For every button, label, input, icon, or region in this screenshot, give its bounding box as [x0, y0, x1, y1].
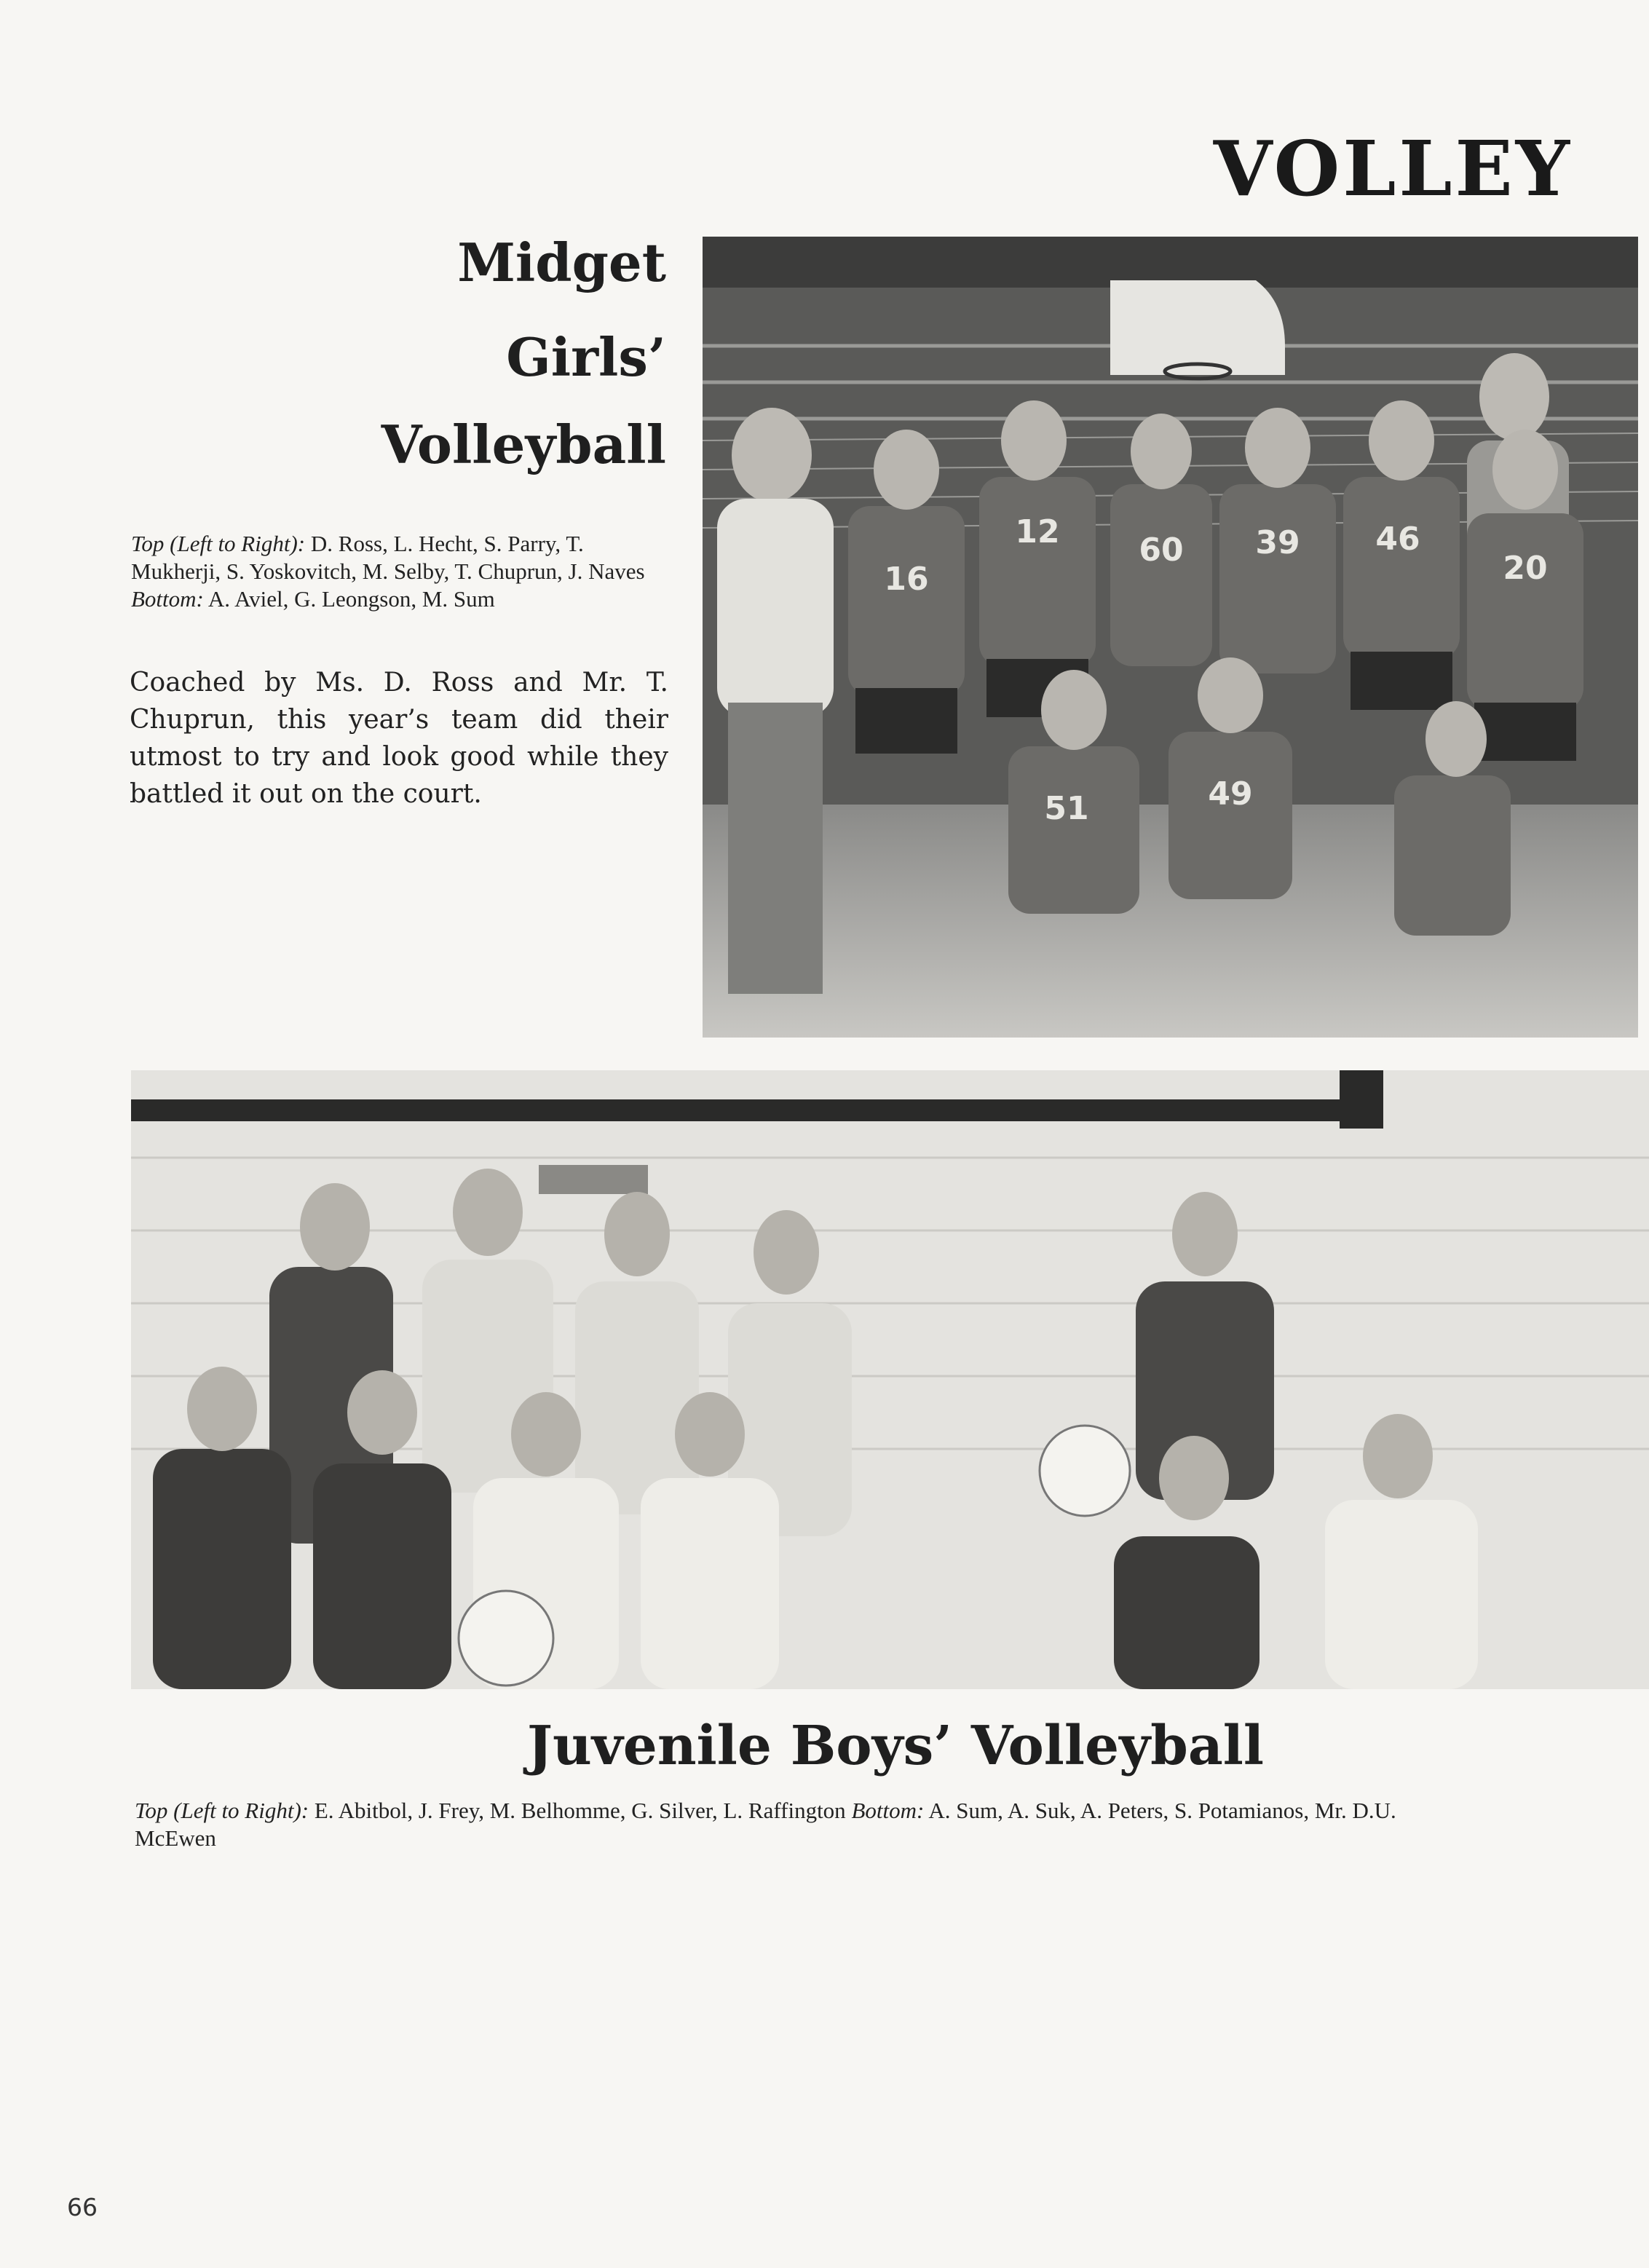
girls-caption-bottom-names: A. Aviel, G. Leongson, M. Sum [207, 585, 495, 612]
jersey-number-2: 12 [1015, 513, 1060, 550]
jersey-number-6: 20 [1503, 550, 1548, 587]
boys-caption [135, 1797, 1482, 1852]
boys-title: Juvenile Boys’ Volleyball [526, 1715, 1265, 1777]
jersey-number-1: 16 [884, 561, 929, 598]
jersey-number-7: 51 [1044, 790, 1089, 827]
girls-title-line-3: Volleyball [381, 414, 666, 475]
jersey-number-3: 60 [1139, 532, 1184, 569]
jersey-number-5: 46 [1375, 521, 1420, 558]
girls-summary: Coached by Ms. D. Ross and Mr. T. Chuprun, this year’s team did their utmost to try and look good while they battled it out on the court. [130, 668, 668, 810]
boys-caption-bottom-names: A. Sum, A. Suk, A. Peters, S. Potamianos, Mr. D.U. McEwen [135, 1798, 1396, 1851]
jersey-number-4: 39 [1255, 524, 1300, 561]
boys-caption-top-names: E. Abitbol, J. Frey, M. Belhomme, G. Silver, L. Raffington [314, 1798, 846, 1823]
page-number: 66 [67, 2193, 98, 2221]
girls-caption [131, 530, 670, 612]
jersey-number-8: 49 [1208, 775, 1253, 813]
girls-title-line-2: Girls’ [506, 326, 666, 388]
girls-team-photo [703, 237, 1638, 1038]
boys-team-photo [131, 1070, 1649, 1689]
girls-title-line-1: Midget [457, 232, 666, 293]
boys-caption-bottom-label: Bottom: [851, 1798, 925, 1823]
boys-caption-top-label: Top (Left to Right): [135, 1798, 309, 1823]
section-header: VOLLEY [1213, 124, 1573, 213]
girls-caption-top-names: D. Ross, L. Hecht, S. Parry, T. Mukherji, S. Yoskovitch, M. Selby, T. Chuprun, J. Naves [131, 531, 645, 584]
girls-caption-top-label: Top (Left to Right): [131, 531, 306, 556]
girls-caption-bottom-label: Bottom: [131, 585, 204, 612]
